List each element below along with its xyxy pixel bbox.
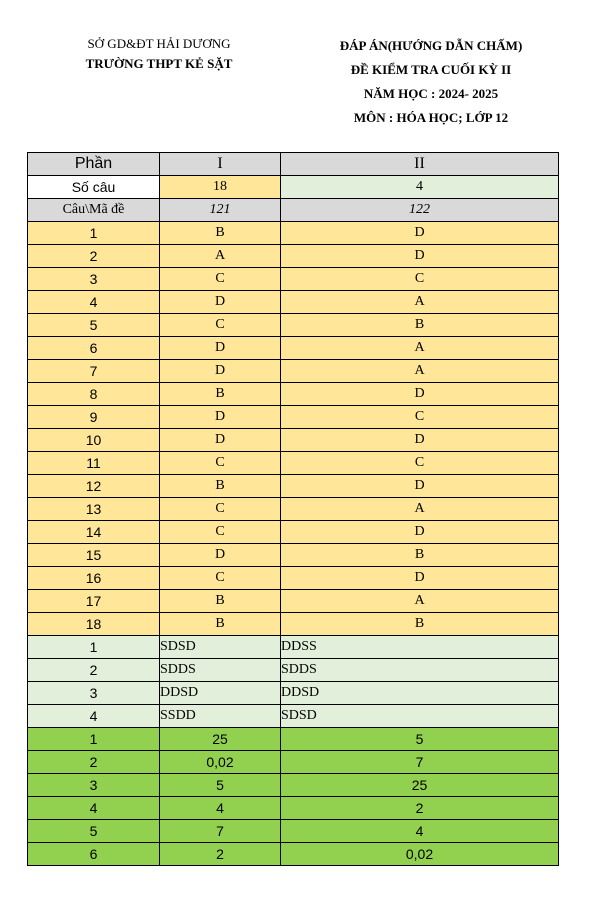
question-number: 13 bbox=[28, 498, 160, 521]
table-row bbox=[28, 222, 559, 245]
question-number: 7 bbox=[28, 360, 160, 383]
answer-code-121: A bbox=[160, 245, 281, 268]
question-number: 4 bbox=[28, 291, 160, 314]
answer-code-121: B bbox=[160, 383, 281, 406]
answer-code-122: A bbox=[281, 498, 559, 521]
answer-code-121: D bbox=[160, 429, 281, 452]
question-number: 12 bbox=[28, 475, 160, 498]
table-row bbox=[28, 613, 559, 636]
table-row bbox=[28, 659, 559, 682]
answer-code-122: B bbox=[281, 544, 559, 567]
question-number: 2 bbox=[28, 245, 160, 268]
answer-code-122: SDDS bbox=[281, 659, 559, 682]
table-row bbox=[28, 406, 559, 429]
question-number: 5 bbox=[28, 820, 160, 843]
table-row bbox=[28, 245, 559, 268]
table-row bbox=[28, 383, 559, 406]
answer-code-122: D bbox=[281, 521, 559, 544]
count-row bbox=[28, 176, 559, 199]
answer-code-122: C bbox=[281, 268, 559, 291]
answer-code-122: DDSS bbox=[281, 636, 559, 659]
answer-code-122: A bbox=[281, 590, 559, 613]
answer-code-122: B bbox=[281, 314, 559, 337]
question-number: 15 bbox=[28, 544, 160, 567]
answer-code-122: 25 bbox=[281, 774, 559, 797]
answer-code-122: A bbox=[281, 291, 559, 314]
doc-title-line3: NĂM HỌC : 2024- 2025 bbox=[363, 86, 499, 101]
table-row bbox=[28, 475, 559, 498]
table-row bbox=[28, 636, 559, 659]
answer-code-121: C bbox=[160, 314, 281, 337]
table-row bbox=[28, 498, 559, 521]
question-number: 2 bbox=[28, 659, 160, 682]
code-121: 121 bbox=[160, 199, 281, 222]
question-number: 14 bbox=[28, 521, 160, 544]
answer-code-122: SDSD bbox=[281, 705, 559, 728]
answer-code-121: B bbox=[160, 475, 281, 498]
answer-code-122: D bbox=[281, 567, 559, 590]
question-number: 3 bbox=[28, 774, 160, 797]
table-row bbox=[28, 544, 559, 567]
answer-code-121: D bbox=[160, 360, 281, 383]
answer-code-122: D bbox=[281, 429, 559, 452]
answer-code-121: D bbox=[160, 544, 281, 567]
question-number: 4 bbox=[28, 797, 160, 820]
answer-code-121: SSDD bbox=[160, 705, 281, 728]
question-number: 11 bbox=[28, 452, 160, 475]
code-122: 122 bbox=[281, 199, 559, 222]
answer-code-121: C bbox=[160, 452, 281, 475]
code-row bbox=[28, 199, 559, 222]
answer-code-122: A bbox=[281, 360, 559, 383]
answer-code-122: DDSD bbox=[281, 682, 559, 705]
answer-code-122: D bbox=[281, 475, 559, 498]
header-part-2: II bbox=[281, 153, 559, 176]
question-number: 16 bbox=[28, 567, 160, 590]
table-row bbox=[28, 429, 559, 452]
code-label: Câu\Mã đề bbox=[28, 199, 160, 222]
answer-code-122: 7 bbox=[281, 751, 559, 774]
question-number: 3 bbox=[28, 268, 160, 291]
answer-code-122: 4 bbox=[281, 820, 559, 843]
answer-code-121: 5 bbox=[160, 774, 281, 797]
question-number: 17 bbox=[28, 590, 160, 613]
question-number: 2 bbox=[28, 751, 160, 774]
answer-code-122: C bbox=[281, 406, 559, 429]
answer-code-121: D bbox=[160, 406, 281, 429]
question-number: 8 bbox=[28, 383, 160, 406]
answer-code-122: D bbox=[281, 245, 559, 268]
answer-code-121: C bbox=[160, 521, 281, 544]
question-number: 6 bbox=[28, 843, 160, 866]
table-row bbox=[28, 728, 559, 751]
table-row bbox=[28, 774, 559, 797]
table-row bbox=[28, 452, 559, 475]
question-number: 3 bbox=[28, 682, 160, 705]
answer-code-122: A bbox=[281, 337, 559, 360]
table-row bbox=[28, 705, 559, 728]
answer-code-121: D bbox=[160, 337, 281, 360]
table-row bbox=[28, 567, 559, 590]
question-number: 10 bbox=[28, 429, 160, 452]
doc-title-line4: MÔN : HÓA HỌC; LỚP 12 bbox=[353, 110, 509, 125]
answer-code-121: B bbox=[160, 222, 281, 245]
question-number: 1 bbox=[28, 636, 160, 659]
table-row bbox=[28, 590, 559, 613]
question-number: 1 bbox=[28, 222, 160, 245]
table-row bbox=[28, 843, 559, 866]
count-part-1: 18 bbox=[160, 176, 281, 199]
doc-title-line2: ĐỀ KIỂM TRA CUỐI KỲ II bbox=[350, 62, 512, 77]
header-part-1: I bbox=[160, 153, 281, 176]
answer-code-121: 25 bbox=[160, 728, 281, 751]
question-number: 1 bbox=[28, 728, 160, 751]
answer-code-121: 0,02 bbox=[160, 751, 281, 774]
question-number: 6 bbox=[28, 337, 160, 360]
table-row bbox=[28, 682, 559, 705]
question-number: 18 bbox=[28, 613, 160, 636]
table-row bbox=[28, 268, 559, 291]
table-row bbox=[28, 337, 559, 360]
answer-code-121: SDDS bbox=[160, 659, 281, 682]
answer-code-121: B bbox=[160, 613, 281, 636]
question-number: 5 bbox=[28, 314, 160, 337]
table-row bbox=[28, 360, 559, 383]
table-row bbox=[28, 820, 559, 843]
question-number: 4 bbox=[28, 705, 160, 728]
answer-code-121: C bbox=[160, 268, 281, 291]
answer-code-121: SDSD bbox=[160, 636, 281, 659]
school-name: TRƯỜNG THPT KẺ SẶT bbox=[85, 56, 233, 71]
answer-code-121: C bbox=[160, 567, 281, 590]
table-header-row bbox=[28, 153, 559, 176]
answer-code-121: 7 bbox=[160, 820, 281, 843]
answer-code-121: D bbox=[160, 291, 281, 314]
answer-code-121: DDSD bbox=[160, 682, 281, 705]
question-number: 9 bbox=[28, 406, 160, 429]
count-part-2: 4 bbox=[281, 176, 559, 199]
header-right bbox=[286, 34, 576, 130]
answer-code-122: C bbox=[281, 452, 559, 475]
header-left bbox=[44, 34, 274, 74]
count-label: Số câu bbox=[28, 176, 160, 199]
answer-code-122: B bbox=[281, 613, 559, 636]
doc-title-line1: ĐÁP ÁN(HƯỚNG DẪN CHẤM) bbox=[339, 38, 523, 53]
answer-code-121: B bbox=[160, 590, 281, 613]
answer-code-121: 4 bbox=[160, 797, 281, 820]
table-row bbox=[28, 797, 559, 820]
answer-code-122: 2 bbox=[281, 797, 559, 820]
answer-code-121: C bbox=[160, 498, 281, 521]
answer-code-122: 0,02 bbox=[281, 843, 559, 866]
table-row bbox=[28, 751, 559, 774]
header-part-label: Phần bbox=[28, 153, 160, 176]
answer-code-122: D bbox=[281, 383, 559, 406]
table-row bbox=[28, 521, 559, 544]
answer-code-122: 5 bbox=[281, 728, 559, 751]
department-name: SỞ GD&ĐT HẢI DƯƠNG bbox=[87, 36, 231, 51]
table-row bbox=[28, 291, 559, 314]
answer-code-122: D bbox=[281, 222, 559, 245]
table-row bbox=[28, 314, 559, 337]
answer-code-121: 2 bbox=[160, 843, 281, 866]
answer-table bbox=[27, 152, 559, 866]
